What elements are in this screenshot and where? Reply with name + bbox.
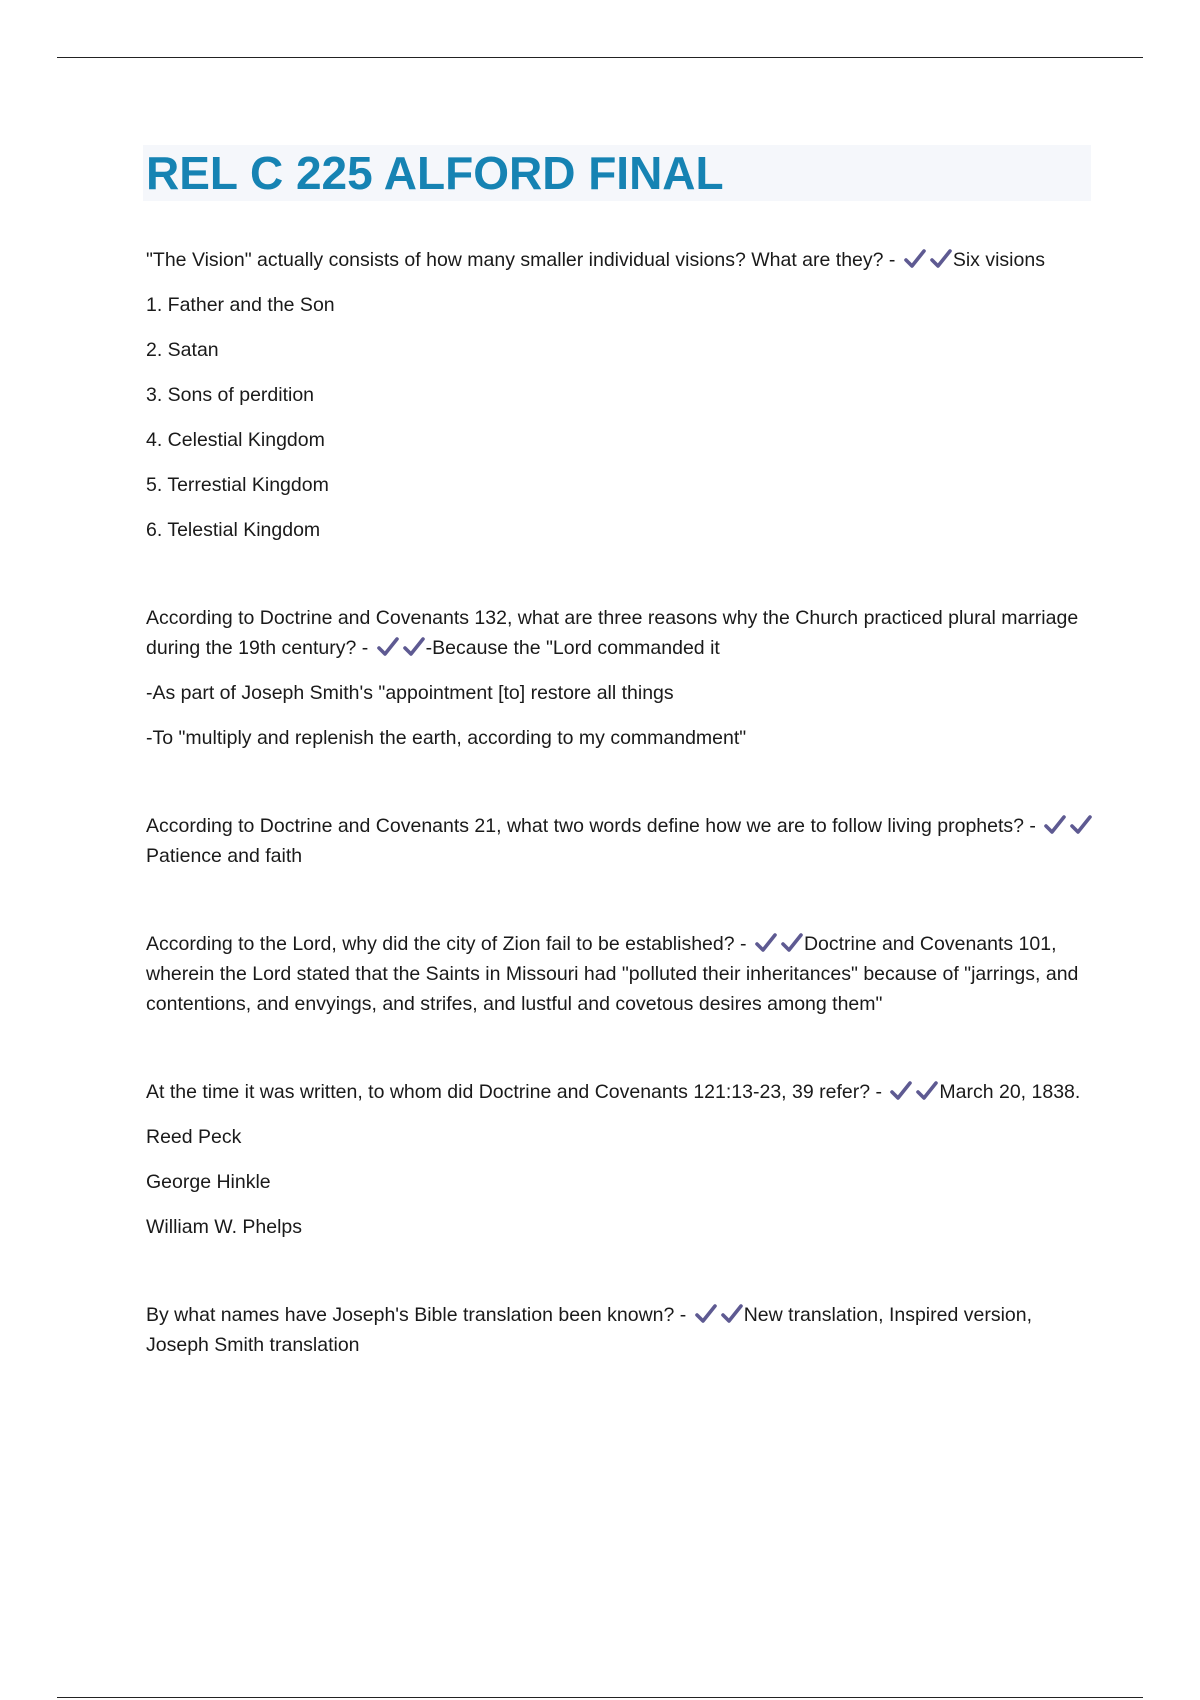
checkmark-icon xyxy=(376,636,400,658)
top-rule xyxy=(57,57,1143,58)
answer-text: March 20, 1838. xyxy=(939,1081,1081,1103)
answer-text: Doctrine and Covenants 101, wherein the Lord stated that the Saints in Missouri had "polluted their inheritances" because of "jarrings, and contentions, and envyings, and strifes, and lustful and covetous desires among them" xyxy=(146,933,1079,1015)
qa-question-line xyxy=(146,603,1096,663)
checkmark-icon xyxy=(694,1303,718,1325)
answer-line: 4. Celestial Kingdom xyxy=(146,429,325,451)
answer-line: Reed Peck xyxy=(146,1126,242,1148)
qa-question-line xyxy=(146,811,1096,871)
qa-item xyxy=(146,1077,1096,1242)
question-text: According to Doctrine and Covenants 21, what two words define how we are to follow living prophets? - xyxy=(146,815,1036,837)
qa-question-line xyxy=(146,929,1096,1019)
checkmark-icon xyxy=(889,1080,913,1102)
qa-item xyxy=(146,1300,1096,1360)
checkmark-icon xyxy=(720,1303,744,1325)
answer-line: 2. Satan xyxy=(146,339,219,361)
document-title: REL C 225 ALFORD FINAL xyxy=(146,147,724,199)
checkmark-icon xyxy=(903,248,927,270)
answer-line: 3. Sons of perdition xyxy=(146,384,315,406)
checkmark-icon xyxy=(1069,814,1093,836)
answer-line: 6. Telestial Kingdom xyxy=(146,519,321,541)
answer-text: Patience and faith xyxy=(146,845,303,867)
qa-question-line xyxy=(146,1077,1096,1107)
question-text: At the time it was written, to whom did Doctrine and Covenants 121:13-23, 39 refer? - xyxy=(146,1081,882,1103)
checkmark-icon xyxy=(929,248,953,270)
qa-item xyxy=(146,603,1096,753)
checkmark-icon xyxy=(1043,814,1067,836)
qa-item xyxy=(146,929,1096,1019)
answer-line: 5. Terrestial Kingdom xyxy=(146,474,329,496)
question-text: According to the Lord, why did the city of Zion fail to be established? - xyxy=(146,933,747,955)
answer-line: George Hinkle xyxy=(146,1171,271,1193)
document-body xyxy=(146,245,1096,1375)
qa-question-line xyxy=(146,1300,1096,1360)
checkmark-icon xyxy=(915,1080,939,1102)
checkmark-icon xyxy=(780,932,804,954)
answer-text: New translation, Inspired version, Joseph Smith translation xyxy=(146,1304,1033,1356)
answer-line: -To "multiply and replenish the earth, according to my commandment" xyxy=(146,727,747,749)
answer-text: Six visions xyxy=(952,249,1045,271)
bottom-rule xyxy=(57,1697,1143,1698)
qa-item xyxy=(146,811,1096,871)
answer-line: 1. Father and the Son xyxy=(146,294,335,316)
answer-line: William W. Phelps xyxy=(146,1216,303,1238)
question-text: "The Vision" actually consists of how many smaller individual visions? What are they? - xyxy=(146,249,896,271)
qa-item xyxy=(146,245,1096,545)
answer-line: -As part of Joseph Smith's "appointment [to] restore all things xyxy=(146,682,674,704)
question-text: According to Doctrine and Covenants 132, what are three reasons why the Church practiced plural marriage during the 19th century? - xyxy=(146,607,1079,659)
qa-question-line xyxy=(146,245,1096,275)
answer-text: -Because the "Lord commanded it xyxy=(425,637,720,659)
question-text: By what names have Joseph's Bible translation been known? - xyxy=(146,1304,687,1326)
checkmark-icon xyxy=(754,932,778,954)
checkmark-icon xyxy=(402,636,426,658)
